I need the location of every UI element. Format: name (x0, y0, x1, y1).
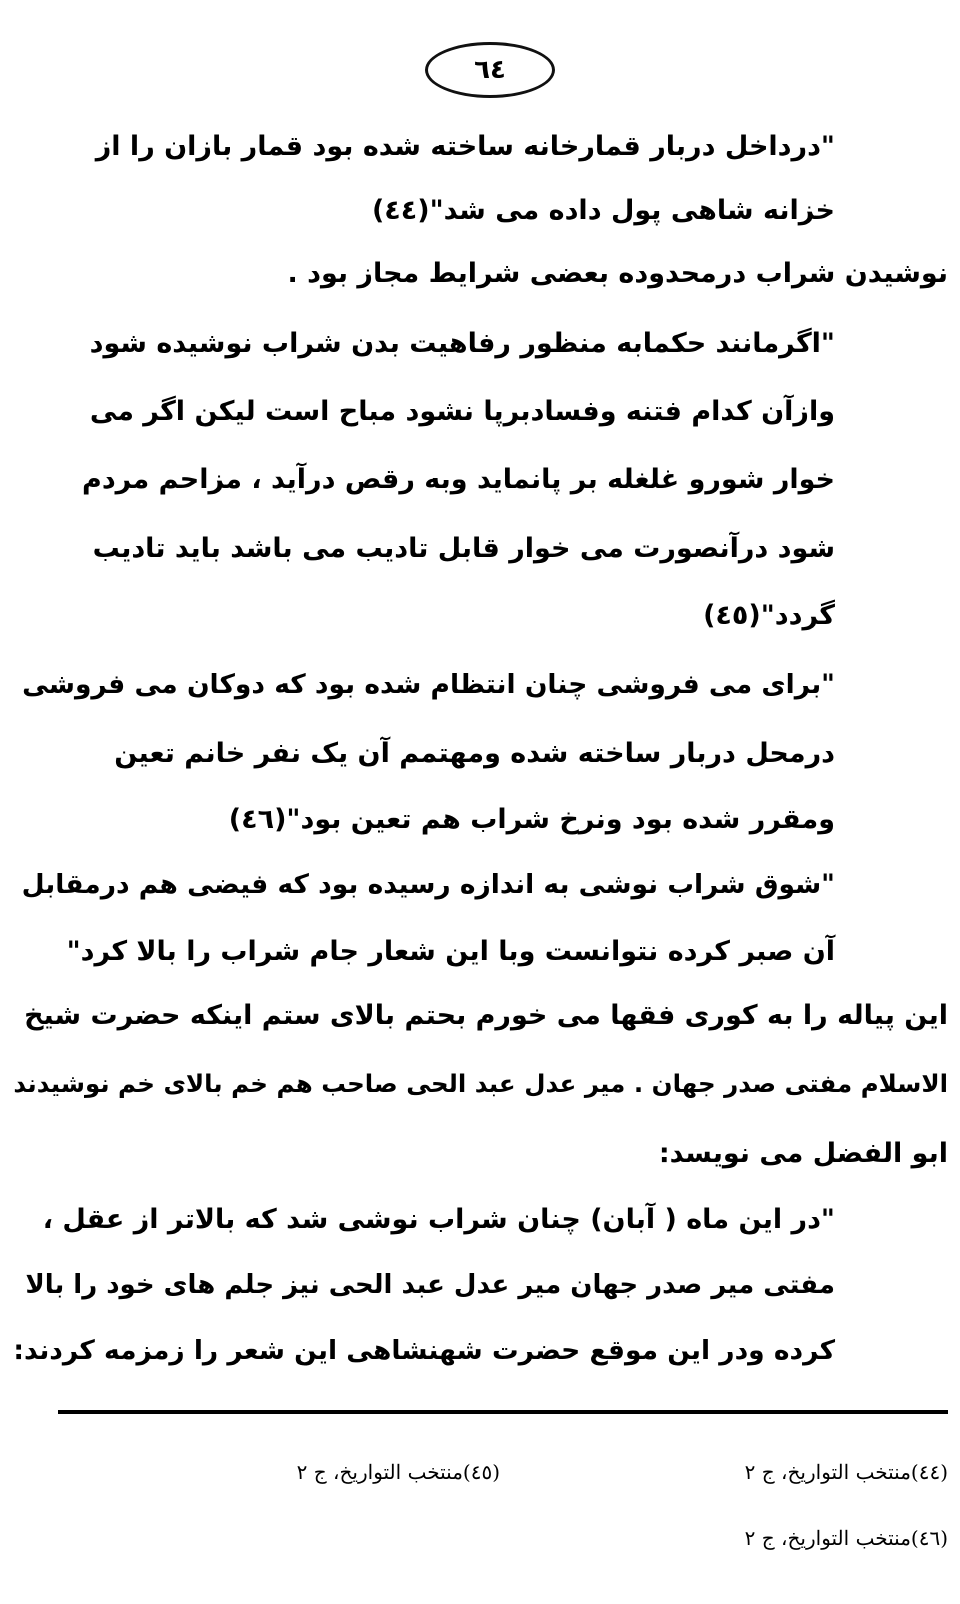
text-line: شود درآنصورت می خوار قابل تادیب می باشد باید تادیب (92, 533, 835, 564)
text-line: درمحل دربار ساخته شده ومهتمم آن یک نفر خانم تعین (114, 738, 835, 769)
text-line: الاسلام مفتی صدر جهان . میر عدل عبد الحی صاحب هم خم بالای خم نوشیدند (13, 1069, 948, 1098)
text-line: خزانه شاهی پول داده می شد"(٤٤) (371, 195, 835, 226)
text-line: نوشیدن شراب درمحدوده بعضی شرایط مجاز بود . (287, 258, 948, 289)
footnote: (٤٥)منتخب التواریخ، ج ٢ (296, 1460, 500, 1484)
text-line: ومقرر شده بود ونرخ شراب هم تعین بود"(٤٦) (228, 804, 835, 835)
text-line: "اگرمانند حکمابه منظور رفاهیت بدن شراب نوشیده شود (89, 328, 835, 359)
footnote-divider (58, 1410, 948, 1414)
footnote: (٤٤)منتخب التواریخ، ج ٢ (744, 1460, 948, 1484)
text-line: آن صبر کرده نتوانست وبا این شعار جام شراب را بالا کرد" (66, 936, 835, 967)
page-number-text: ٦٤ (474, 55, 506, 85)
text-line: "برای می فروشی چنان انتظام شده بود که دوکان می فروشی (22, 669, 835, 700)
text-line: مفتی میر صدر جهان میر عدل عبد الحی نیز جلم های خود را بالا (25, 1270, 835, 1300)
footnote: (٤٦)منتخب التواریخ، ج ٢ (744, 1526, 948, 1550)
text-line: ابو الفضل می نویسد: (658, 1138, 948, 1169)
text-line: کرده ودر این موقع حضرت شهنشاهی این شعر را زمزمه کردند: (13, 1335, 835, 1366)
text-line: "درداخل دربار قمارخانه ساخته شده بود قمار بازان را از (95, 131, 835, 162)
text-line: خوار شورو غلغله بر پانماید وبه رقص درآید ، مزاحم مردم (82, 464, 835, 495)
page-number (425, 42, 555, 98)
text-line: گردد"(٤٥) (703, 600, 835, 631)
text-line: این پیاله را به کوری فقها می خورم بحتم بالای ستم اینکه حضرت شیخ (24, 1000, 948, 1031)
text-line: وازآن کدام فتنه وفسادبرپا نشود مباح است لیکن اگر می (89, 396, 835, 427)
text-line: "در این ماه ( آبان) چنان شراب نوشی شد که بالاتر از عقل ، (42, 1204, 835, 1235)
text-line: "شوق شراب نوشی به اندازه رسیده بود که فیضی هم درمقابل (21, 869, 835, 900)
